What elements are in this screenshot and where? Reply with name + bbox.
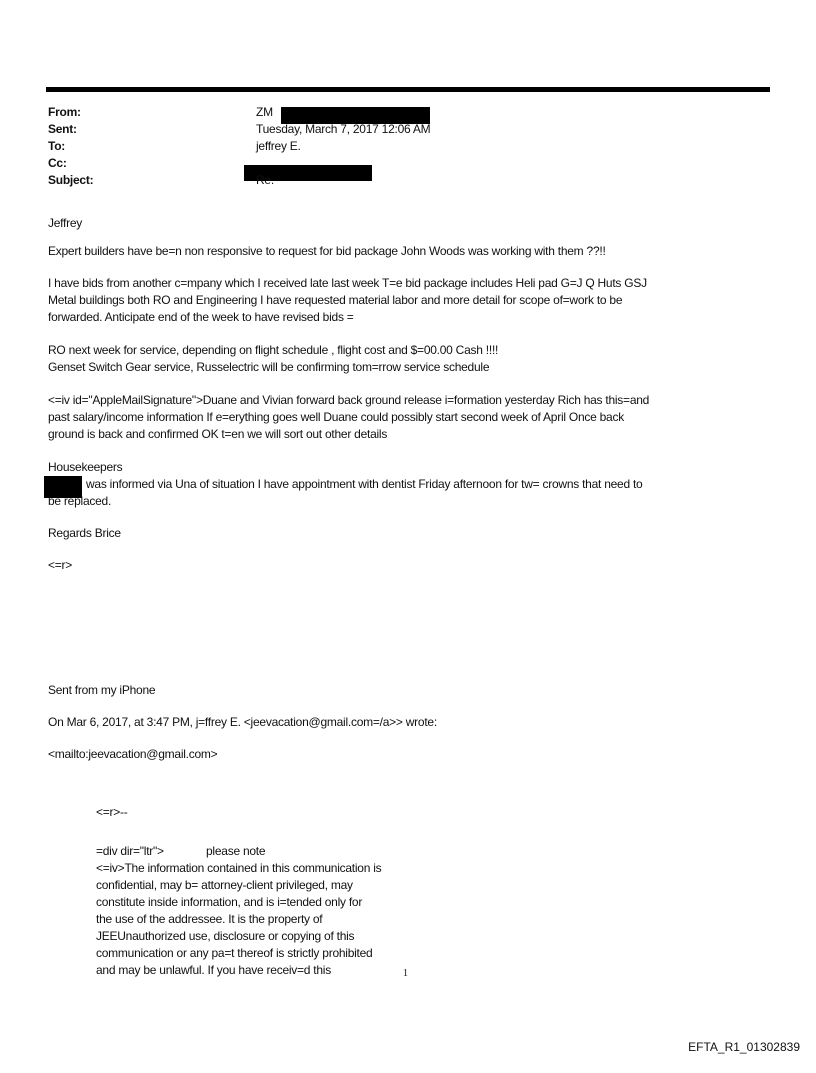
paragraph-line: <=iv id="AppleMailSignature">Duane and Vivian forward back ground release i=formation yesterday Rich has this=and — [48, 393, 650, 407]
to-value: jeffrey E. — [256, 139, 301, 153]
quoted-div-line: =div dir="ltr"> — [96, 844, 164, 858]
quote-header: On Mar 6, 2017, at 3:47 PM, j=ffrey E. <jeevacation@gmail.com=/a>> wrote: — [48, 715, 437, 729]
quoted-line: constitute inside information, and is i=tended only for — [96, 895, 363, 909]
br-tag: <=r> — [48, 558, 73, 572]
quoted-line: and may be unlawful. If you have receiv=d this — [96, 963, 331, 977]
paragraph-line: ground is back and confirmed OK t=en we will sort out other details — [48, 427, 388, 441]
paragraph-line: was informed via Una of situation I have appointment with dentist Friday afternoon for tw= crowns that need to — [86, 477, 643, 491]
from-value: ZM — [256, 105, 273, 119]
from-label: From: — [48, 105, 81, 119]
paragraph-line: Genset Switch Gear service, Russelectric will be confirming tom=rrow service schedule — [48, 360, 490, 374]
quoted-line: JEEUnauthorized use, disclosure or copying of this — [96, 929, 355, 943]
paragraph-line: Metal buildings both RO and Engineering I have requested material labor and more detail for scope of=work to be — [48, 293, 623, 307]
sent-value: Tuesday, March 7, 2017 12:06 AM — [256, 122, 431, 136]
sent-label: Sent: — [48, 122, 77, 136]
document-id: EFTA_R1_01302839 — [688, 1040, 800, 1054]
subject-value: Re: — [256, 173, 274, 187]
cc-label: Cc: — [48, 156, 67, 170]
quoted-line: the use of the addressee. It is the property of — [96, 912, 323, 926]
paragraph-line: RO next week for service, depending on flight schedule , flight cost and $=00.00 Cash !!!! — [48, 343, 499, 357]
quoted-line: confidential, may b= attorney-client privileged, may — [96, 878, 353, 892]
signoff: Regards Brice — [48, 526, 121, 540]
section-heading: Housekeepers — [48, 460, 123, 474]
quoted-line: <=iv>The information contained in this communication is — [96, 861, 382, 875]
quoted-br: <=r>-- — [96, 805, 128, 819]
mailto-link[interactable]: <mailto:jeevacation@gmail.com> — [48, 747, 218, 761]
to-label: To: — [48, 139, 66, 153]
greeting: Jeffrey — [48, 216, 83, 230]
quoted-line: communication or any pa=t thereof is strictly prohibited — [96, 946, 373, 960]
sent-from: Sent from my iPhone — [48, 683, 156, 697]
paragraph: Expert builders have be=n non responsive to request for bid package John Woods was working with them ??!! — [48, 244, 606, 258]
page-number: 1 — [403, 968, 408, 979]
header-rule — [46, 87, 770, 92]
paragraph-line: forwarded. Anticipate end of the week to have revised bids = — [48, 310, 354, 324]
paragraph-line: I have bids from another c=mpany which I received late last week T=e bid package includes Heli pad G=J Q Huts GSJ — [48, 276, 647, 290]
subject-label: Subject: — [48, 173, 94, 187]
paragraph-line: past salary/income information If e=erything goes well Duane could possibly start second week of April Once back — [48, 410, 624, 424]
please-note: please note — [206, 844, 266, 858]
paragraph-line: be replaced. — [48, 494, 112, 508]
